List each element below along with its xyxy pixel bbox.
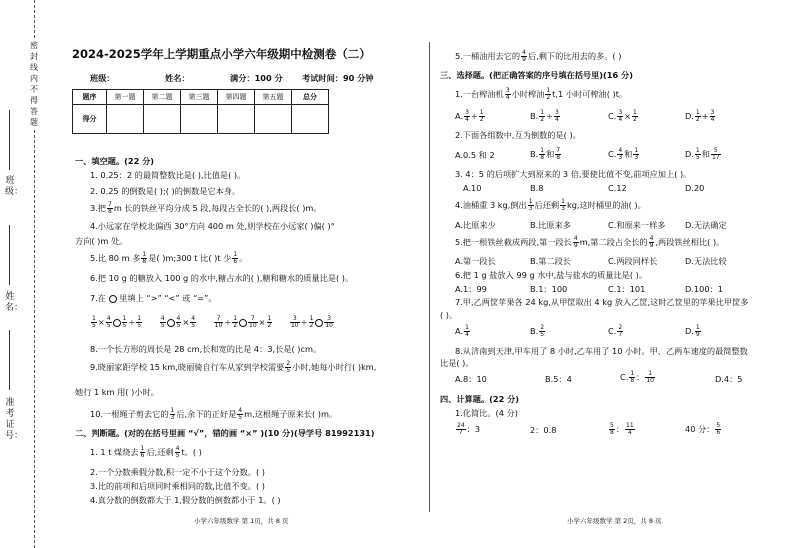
page-footer: 小学六年级数学 第 1页，共 8 页 (194, 517, 289, 525)
question: 3.比的前项和后项同时乘相同的数,比值不变。( ) (90, 481, 265, 491)
column-divider (429, 42, 430, 512)
compare-circle[interactable] (167, 319, 175, 327)
option: C.1：101 (608, 284, 646, 294)
question: 2.下面各组数中,互为倒数的是( )。 (455, 130, 581, 140)
option: B. $\frac{2}{5}$ (530, 324, 545, 338)
name-label: 姓名： (5, 292, 24, 313)
option-row: C. $\frac{3}{4}$ × $\frac{1}{2}$ (608, 109, 637, 123)
option: A.1：99 (455, 284, 487, 294)
exam-time: 考试时间：90 分钟 (302, 73, 374, 83)
question: 2.一个分数乘假分数,积一定不小于这个分数。( ) (90, 467, 265, 477)
calc-item: $\frac{24}{7}$ ：3 (457, 422, 481, 436)
option-row: D. $\frac{1}{2}$ + $\frac{3}{4}$ (685, 109, 715, 123)
question: 1. 0.25：2 的最简整数比是( ),比值是( )。 (90, 170, 246, 180)
score-table (72, 89, 329, 134)
name-field: 姓名： (165, 73, 190, 83)
question: 6.把 10 g 的糖放入 100 g 的水中,糖占水的( ),糖和糖水的质量比是( )。 (90, 273, 354, 283)
score-header: 第四题 (218, 90, 255, 105)
compare-circle[interactable] (113, 319, 121, 327)
compare-circle[interactable] (239, 319, 247, 327)
calc-item: $\frac{5}{8}$ ： $\frac{11}{4}$ (610, 422, 634, 436)
question: 1.一台榨油机 $\frac{3}{4}$ 小时榨油 $\frac{1}{2}$ t,1 小时可榨油( )t。 (455, 87, 628, 101)
option: A. $\frac{1}{4}$ (455, 324, 469, 338)
class-label: 班级： (5, 176, 24, 197)
score-cell[interactable] (181, 105, 218, 134)
question: 4.小远家在学校北偏西 30°方向 400 m 处,则学校在小远家( )偏( )° (90, 221, 335, 231)
option: C.两段同样长 (608, 256, 658, 266)
exam-no-label: 准考证号： (5, 398, 24, 441)
question: 4.油桶重 3 kg,倒出 $\frac{1}{3}$ 后还剩 $\frac{1}{3}$ kg,这时桶里的油( )。 (455, 198, 646, 212)
option-row: B. $\frac{1}{2}$ ÷ $\frac{3}{4}$ (530, 109, 559, 123)
question: 7.甲,乙两筐苹果各 24 kg,从甲筐取出 4 kg 放入乙筐,这时乙筐里的苹果比甲筐多 (455, 297, 749, 307)
option-row: A. $\frac{3}{4}$ ÷ $\frac{1}{2}$ (455, 109, 484, 123)
question: 比是( )。 (440, 358, 474, 368)
question: 方向( )m 处。 (75, 236, 128, 246)
option: C.和原来一样多 (608, 220, 666, 230)
circle-icon (109, 295, 117, 303)
question: 5.比 80 m 多 $\frac{1}{8}$ 是( )m;300 t 比( )t 少 $\frac{1}{6}$ 。 (90, 251, 248, 265)
question: ( )。 (440, 310, 458, 320)
option: D. $\frac{1}{5}$ 和 $\frac{5}{17}$ (685, 147, 720, 161)
option: C. $\frac{4}{3}$ 和 $\frac{1}{3}$ (608, 147, 639, 161)
score-header: 题序 (73, 90, 107, 105)
section-judge: 二、判断题。(对的在括号里画 “√”，错的画 “×” )(10 分)(导学号 81992131) (75, 428, 375, 438)
score-cell[interactable] (107, 105, 144, 134)
compare-circle[interactable] (315, 319, 323, 327)
option: A.10 (463, 183, 482, 193)
section-calc: 四、计算题。(22 分) (440, 394, 520, 404)
fraction: $\frac{7}{8}$ (108, 201, 112, 215)
score-header: 第五题 (255, 90, 292, 105)
score-header: 总分 (292, 90, 329, 105)
section-choice: 三、选择题。(把正确答案的序号填在括号里)(16 分) (440, 70, 633, 80)
score-cell[interactable] (292, 105, 329, 134)
option: A.8：10 (455, 374, 487, 384)
section-fill: 一、填空题。(22 分) (75, 156, 155, 166)
name-blank[interactable] (9, 225, 10, 285)
score-header: 第三题 (181, 90, 218, 105)
option: A.第一段长 (455, 256, 496, 266)
option: D.20 (685, 183, 705, 193)
class-blank[interactable] (9, 110, 10, 170)
option: D.无法比较 (685, 256, 727, 266)
option: D.4：5 (715, 374, 743, 384)
score-cell[interactable] (218, 105, 255, 134)
calc-item: 40 分： $\frac{5}{6}$ (685, 422, 721, 436)
question: 8.一个长方形的周长是 28 cm,长和宽的比是 4：3,长是( )cm。 (90, 344, 322, 354)
question: 9.晓丽家距学校 15 km,晓丽骑自行车从家到学校需要 $\frac{2}{5}$ 小时,她每小时行( )km, (90, 360, 377, 374)
question: 3. 4：5 的后项扩大到原来的 3 倍,要使比值不变,前项应加上( )。 (455, 169, 692, 179)
exam-no-blank[interactable] (9, 330, 10, 390)
option: A.比原来少 (455, 220, 496, 230)
option: C. $\frac{1}{8}$ ： $\frac{1}{10}$ (620, 370, 654, 384)
option: B.1：100 (530, 284, 568, 294)
question: 3.把 $\frac{7}{8}$ m 长的铁丝平均分成 5 段,每段占全长的( ),两段长( )m。 (90, 201, 322, 215)
class-field: 班级： (90, 73, 115, 83)
option: B.比原来多 (530, 220, 571, 230)
option: B.8 (530, 183, 544, 193)
option: A.0.5 和 2 (455, 150, 495, 160)
question: 4.真分数的倒数都大于 1,假分数的倒数都小于 1。( ) (90, 495, 281, 505)
page-footer: 小学六年级数学 第 2页，共 8 页 (567, 517, 662, 525)
question: 她行 1 km 用( )小时。 (75, 387, 159, 397)
question: 5.一桶油用去它的 $\frac{4}{9}$ 后,剩下的比用去的多。( ) (455, 49, 622, 63)
option: D.100：1 (685, 284, 723, 294)
question: 10.一根绳子剪去它的 $\frac{1}{3}$ 后,余下的正好是 $\frac{4}{5}$ m,这根绳子原来长( )m。 (90, 407, 338, 421)
question: 1. 1 t 煤烧去 $\frac{1}{6}$ 后,还剩 $\frac{4}{5}$ t。( ) (90, 445, 202, 459)
score-cell[interactable] (144, 105, 181, 134)
question: 7.在 里填上 “>” “<” 或 “=”。 (90, 293, 217, 303)
score-cell[interactable] (255, 105, 292, 134)
option: B. $\frac{1}{8}$ 和 $\frac{7}{8}$ (530, 147, 561, 161)
score-header: 第一题 (107, 90, 144, 105)
full-score: 满分：100 分 (230, 73, 283, 83)
question: 2. 0.25 的倒数是( );( )的倒数是它本身。 (90, 186, 241, 196)
score-row-label: 得分 (73, 105, 107, 134)
option: C. $\frac{2}{7}$ (608, 324, 623, 338)
seal-text: 密 封 线 内 不 得 答 题 (30, 41, 38, 127)
compare-row: $\frac{1}{5}$ × $\frac{4}{5}$ $\frac{1}{5}$ ÷ $\frac{1}{5}$ $\frac{4}{5}$ $\frac{4}{5}$ × $\frac{4}{5}$ $\frac{7}{10}$ ÷ $\frac{1}{2}$ $\frac{7}{10}$ × $\frac{1}{2}$ $\frac{3}{10}$ ÷ $\frac{1}{2}$ $\frac{3}{10}$ (92, 315, 333, 329)
question: 6.把 1 g 盐放入 99 g 水中,盐与盐水的质量比是( )。 (455, 270, 648, 280)
option: B.5：4 (545, 374, 572, 384)
score-header: 第二题 (144, 90, 181, 105)
option: C.12 (608, 183, 627, 193)
question: 5.把一根铁丝截成两段,第一段长 $\frac{4}{9}$ m,第二段占全长的 $\frac{4}{9}$ ,两段铁丝相比( )。 (455, 235, 725, 249)
question: 8.从济南到天津,甲车用了 8 小时,乙车用了 10 小时。甲、乙两车速度的最简整数 (455, 346, 748, 356)
question: 1.化简比。(4 分) (455, 408, 518, 418)
page-title: 2024-2025学年上学期重点小学六年级期中检测卷（二） (72, 47, 371, 61)
option: B.第二段长 (530, 256, 571, 266)
option: D.无法确定 (685, 220, 727, 230)
option: D. $\frac{1}{9}$ (685, 324, 700, 338)
calc-item: 2：0.8 (530, 425, 557, 435)
